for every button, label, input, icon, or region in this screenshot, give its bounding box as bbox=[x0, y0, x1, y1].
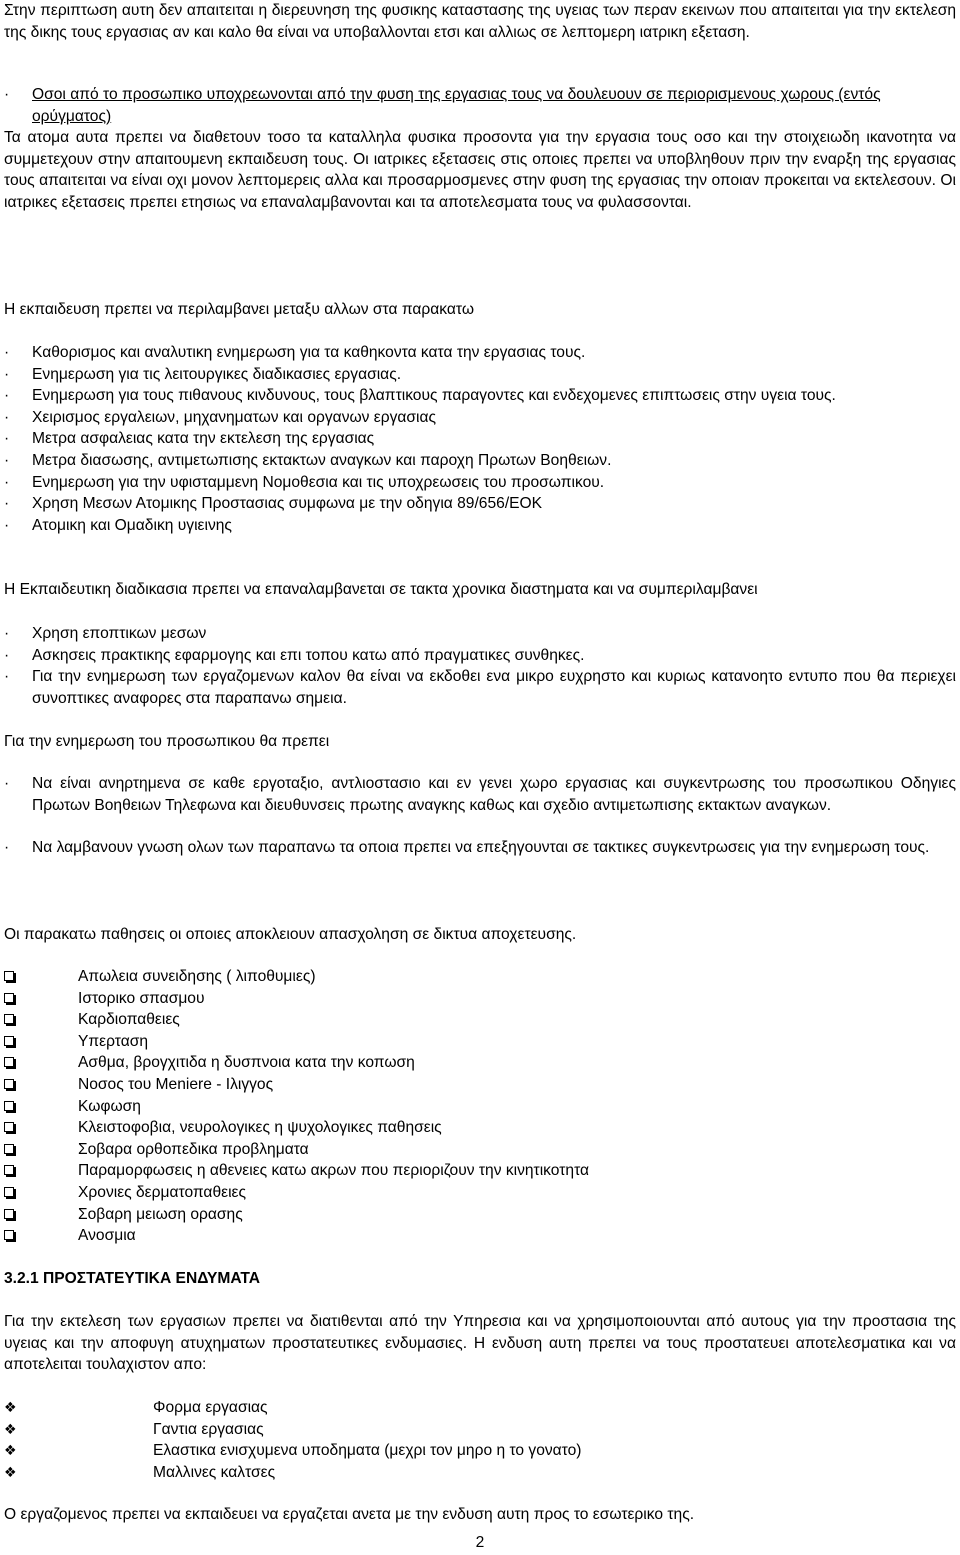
bullet-dot: · bbox=[4, 387, 10, 405]
conditions-list bbox=[4, 966, 956, 1247]
condition-item bbox=[4, 1225, 956, 1247]
bullet-dot: · bbox=[4, 625, 10, 642]
checkbox-square-icon bbox=[4, 1122, 14, 1132]
list-item-text: Ενημερωση για την υφισταμμενη Νομοθεσια και τις υποχρεωσεις του προσωπικου. bbox=[32, 473, 605, 491]
edu-item bbox=[4, 623, 956, 645]
edu-item bbox=[4, 645, 956, 667]
condition-text: Καρδιοπαθειες bbox=[78, 1011, 180, 1029]
list-item-text: Μετρα διασωσης, αντιμετωπισης εκτακτων αναγκων και παροχη Πρωτων Βοηθειων. bbox=[32, 451, 612, 469]
training-item bbox=[4, 428, 956, 450]
training-item bbox=[4, 515, 956, 537]
condition-item bbox=[4, 1204, 956, 1226]
clothing-intro: Για την εκτελεση των εργασιων πρεπει να διατιθενται από την Υπηρεσια και να χρησιμοποιουνται από αυτους για την προστασια της υγειας και την αποφυγη ατυχηματων προστατευτικες ενδυμασιες. Η ενδυση αυτη πρεπει να τους προστατευει αποτελεσματικα και να αποτελειται τουλαχιστον απο: bbox=[4, 1313, 956, 1374]
bullet-dot: · bbox=[4, 430, 10, 448]
condition-text: Σοβαρα ορθοπεδικα προβληματα bbox=[78, 1140, 309, 1158]
training-intro: Η εκπαιδευση πρεπει να περιλαμβανει μεταξυ αλλων στα παρακατω bbox=[4, 301, 475, 318]
condition-text: Ασθμα, βρογχιτιδα η δυσπνοια κατα την κοπωση bbox=[78, 1054, 415, 1072]
staff-intro: Για την ενημερωση του προσωπικου θα πρεπει bbox=[4, 733, 330, 750]
condition-item bbox=[4, 1096, 956, 1118]
training-list bbox=[4, 342, 956, 536]
bullet-dot: · bbox=[4, 344, 10, 361]
clothing-item bbox=[4, 1440, 956, 1462]
bullet-dot: · bbox=[4, 668, 10, 686]
condition-item bbox=[4, 1052, 956, 1074]
list-item-text: Ενημερωση για τους πιθανους κινδυνους, τους βλαπτικους παραγοντες και ενδεχομενες επιπτωσεις στην υγεια τους. bbox=[32, 387, 836, 405]
checkbox-square-icon bbox=[4, 971, 14, 981]
condition-item bbox=[4, 988, 956, 1010]
clothing-text: Γαντια εργασιας bbox=[153, 1420, 264, 1438]
bullet-dot: · bbox=[4, 451, 10, 469]
training-item bbox=[4, 385, 956, 407]
condition-text: Παραμορφωσεις η αθενειες κατω ακρων που περιοριζουν την κινητικοτητα bbox=[78, 1162, 590, 1180]
condition-text: Υπερταση bbox=[78, 1032, 149, 1050]
page-number: 2 bbox=[475, 1534, 485, 1551]
condition-text: Σοβαρη μειωση ορασης bbox=[78, 1205, 243, 1223]
training-item bbox=[4, 364, 956, 386]
checkbox-square-icon bbox=[4, 1057, 14, 1067]
checkbox-square-icon bbox=[4, 1079, 14, 1089]
list-item-text: Χρηση εποπτικων μεσων bbox=[32, 625, 207, 642]
diamond-bullet-icon: ❖ bbox=[4, 1442, 17, 1459]
condition-text: Κλειστοφοβια, νευρολογικες η ψυχολογικες παθησεις bbox=[78, 1119, 442, 1137]
list-item-text: Χρηση Μεσων Ατομικης Προστασιας συμφωνα με την οδηγια 89/656/ΕΟΚ bbox=[32, 495, 543, 513]
edu-intro: Η Εκπαιδευτικη διαδικασια πρεπει να επαναλαμβανεται σε τακτα χρονικα διαστηματα και να συμπεριλαμβανει bbox=[4, 581, 758, 598]
confined-spaces-heading: · Οσοι από το προσωπικο υποχρεωνονται από την φυση της εργασιας τους να δουλευουν σε περιορισμενους χωρους (εντός ορύγματος) bbox=[4, 86, 881, 125]
training-item bbox=[4, 472, 956, 494]
training-item bbox=[4, 450, 956, 472]
condition-text: Χρονιες δερματοπαθειες bbox=[78, 1183, 247, 1201]
conditions-intro: Οι παρακατω παθησεις οι οποιες αποκλειουν απασχοληση σε δικτυα αποχετευσης. bbox=[4, 926, 577, 943]
paragraph-confined-spaces bbox=[4, 84, 956, 214]
edu-list bbox=[4, 623, 956, 709]
list-item-text: Ατομικη και Ομαδικη υγιεινης bbox=[32, 516, 232, 534]
clothing-text: Μαλλινες καλτσες bbox=[153, 1463, 276, 1481]
checkbox-square-icon bbox=[4, 1101, 14, 1111]
condition-text: Ιστορικο σπασμου bbox=[78, 989, 205, 1007]
closing-paragraph: Ο εργαζομενος πρεπει να εκπαιδευει να εργαζεται ανετα με την ενδυση αυτη προς το εσωτερικο της. bbox=[4, 1506, 695, 1523]
bullet-dot: · bbox=[4, 775, 10, 792]
clothing-item bbox=[4, 1419, 956, 1441]
checkbox-square-icon bbox=[4, 1209, 14, 1219]
condition-item bbox=[4, 1139, 956, 1161]
bullet-dot: · bbox=[4, 495, 10, 513]
condition-item bbox=[4, 1117, 956, 1139]
list-item-text: Χειρισμος εργαλειων, μηχανηματων και οργανων εργασιας bbox=[32, 408, 437, 426]
training-item bbox=[4, 407, 956, 429]
staff-item bbox=[4, 837, 956, 859]
condition-text: Ανοσμια bbox=[78, 1227, 136, 1245]
bullet-dot: · bbox=[4, 839, 10, 857]
clothing-item bbox=[4, 1462, 956, 1484]
clothing-text: Ελαστικα ενισχυμενα υποδηματα (μεχρι τον μηρο η το γονατο) bbox=[153, 1442, 582, 1460]
bullet-dot: · bbox=[4, 365, 10, 383]
condition-item bbox=[4, 1074, 956, 1096]
paragraph-medical-exam bbox=[4, 0, 956, 43]
clothing-list bbox=[4, 1397, 956, 1483]
bullet-dot: · bbox=[4, 646, 10, 664]
diamond-bullet-icon: ❖ bbox=[4, 1399, 17, 1415]
clothing-item bbox=[4, 1397, 956, 1419]
paragraph-text: Τα ατομα αυτα πρεπει να διαθετουν τοσο τα καταλληλα φυσικα προσοντα για την εργασια τους οσο και την στοιχειωδη ικανοτητα να συμμετεχουν στην απαιτουμενη εκπαιδευση τους. Οι ιατρικες εξετασεις στις οποιες πρεπει να υποβληθουν πριν την εναρξη της εργασιας τους απαιτειται να είναι οχι μονον λεπτομερεις αλλα και προσαρμοσμενες στην φυση της εργασιας την οποιαν προκειται να εκτελεσουν. Οι ιατρικες εξετασεις πρεπει ετησιως να επαναλαμβανονται και τα αποτελεσματα τους να φυλασσονται. bbox=[4, 129, 956, 211]
diamond-bullet-icon: ❖ bbox=[4, 1463, 17, 1480]
condition-text: Απωλεια συνειδησης ( λιποθυμιες) bbox=[78, 968, 316, 985]
checkbox-square-icon bbox=[4, 993, 14, 1003]
section-title: 3.2.1 ΠΡΟΣΤΑΤΕΥΤΙΚΑ ΕΝΔΥΜΑΤΑ bbox=[4, 1270, 260, 1287]
checkbox-square-icon bbox=[4, 1187, 14, 1197]
condition-text: Νοσος του Meniere - Ιλιγγος bbox=[78, 1075, 274, 1093]
condition-item bbox=[4, 1009, 956, 1031]
list-item-text: Να είναι ανηρτημενα σε καθε εργοταξιο, αντλιοστασιο και εν γενει χωρο εργασιας και συγκεντρωσης του προσωπικου Οδηγιες Πρωτων Βοηθειων Τηλεφωνα και διευθυνσεις πρωτης αναγκης καθως και σχεδιο αντιμετωπισης εκτακτων αναγκων. bbox=[32, 775, 956, 814]
checkbox-square-icon bbox=[4, 1014, 14, 1024]
condition-item bbox=[4, 1182, 956, 1204]
bullet-dot: · bbox=[4, 86, 10, 103]
list-item-text: Μετρα ασφαλειας κατα την εκτελεση της εργασιας bbox=[32, 430, 375, 448]
list-item-text: Για την ενημερωση των εργαζομενων καλον θα είναι να εκδοθει ενα μικρο ευχρηστο και κυριως κατανοητο εντυπο που θα περιεχει συνοπτικες αναφορες στα παραπανω σημεια. bbox=[32, 668, 956, 707]
staff-item bbox=[4, 773, 956, 816]
clothing-text: Φορμα εργασιας bbox=[153, 1399, 268, 1416]
checkbox-square-icon bbox=[4, 1230, 14, 1240]
paragraph-text: Στην περιπτωση αυτη δεν απαιτειται η διερευνηση της φυσικης καταστασης της υγειας των περαν εκεινων που απαιτειται για την εκτελεση της δικης τους εργασιας αν και καλο θα είναι να υποβαλλονται ετσι και αλλιως σε λεπτομερη ιατρικη εξεταση. bbox=[4, 2, 956, 41]
bullet-dot: · bbox=[4, 473, 10, 491]
list-item-text: Ασκησεις πρακτικης εφαρμογης και επι τοπου κατω από πραγματικες συνθηκες. bbox=[32, 646, 585, 664]
bullet-dot: · bbox=[4, 408, 10, 426]
bullet-dot: · bbox=[4, 516, 10, 534]
list-item-text: Καθορισμος και αναλυτικη ενημερωση για τα καθηκοντα κατα την εργασιας τους. bbox=[32, 344, 586, 361]
condition-item bbox=[4, 1031, 956, 1053]
training-item bbox=[4, 342, 956, 364]
checkbox-square-icon bbox=[4, 1165, 14, 1175]
checkbox-square-icon bbox=[4, 1144, 14, 1154]
condition-text: Κωφωση bbox=[78, 1097, 141, 1115]
checkbox-square-icon bbox=[4, 1036, 14, 1046]
condition-item bbox=[4, 1160, 956, 1182]
training-item bbox=[4, 493, 956, 515]
edu-item bbox=[4, 666, 956, 709]
condition-item bbox=[4, 966, 956, 988]
diamond-bullet-icon: ❖ bbox=[4, 1420, 17, 1437]
list-item-text: Να λαμβανουν γνωση ολων των παραπανω τα οποια πρεπει να επεξηγουνται σε τακτικες συγκεντρωσεις για την ενημερωση τους. bbox=[32, 839, 930, 857]
list-item-text: Ενημερωση για τις λειτουργικες διαδικασιες εργασιας. bbox=[32, 365, 402, 383]
staff-list bbox=[4, 773, 956, 859]
